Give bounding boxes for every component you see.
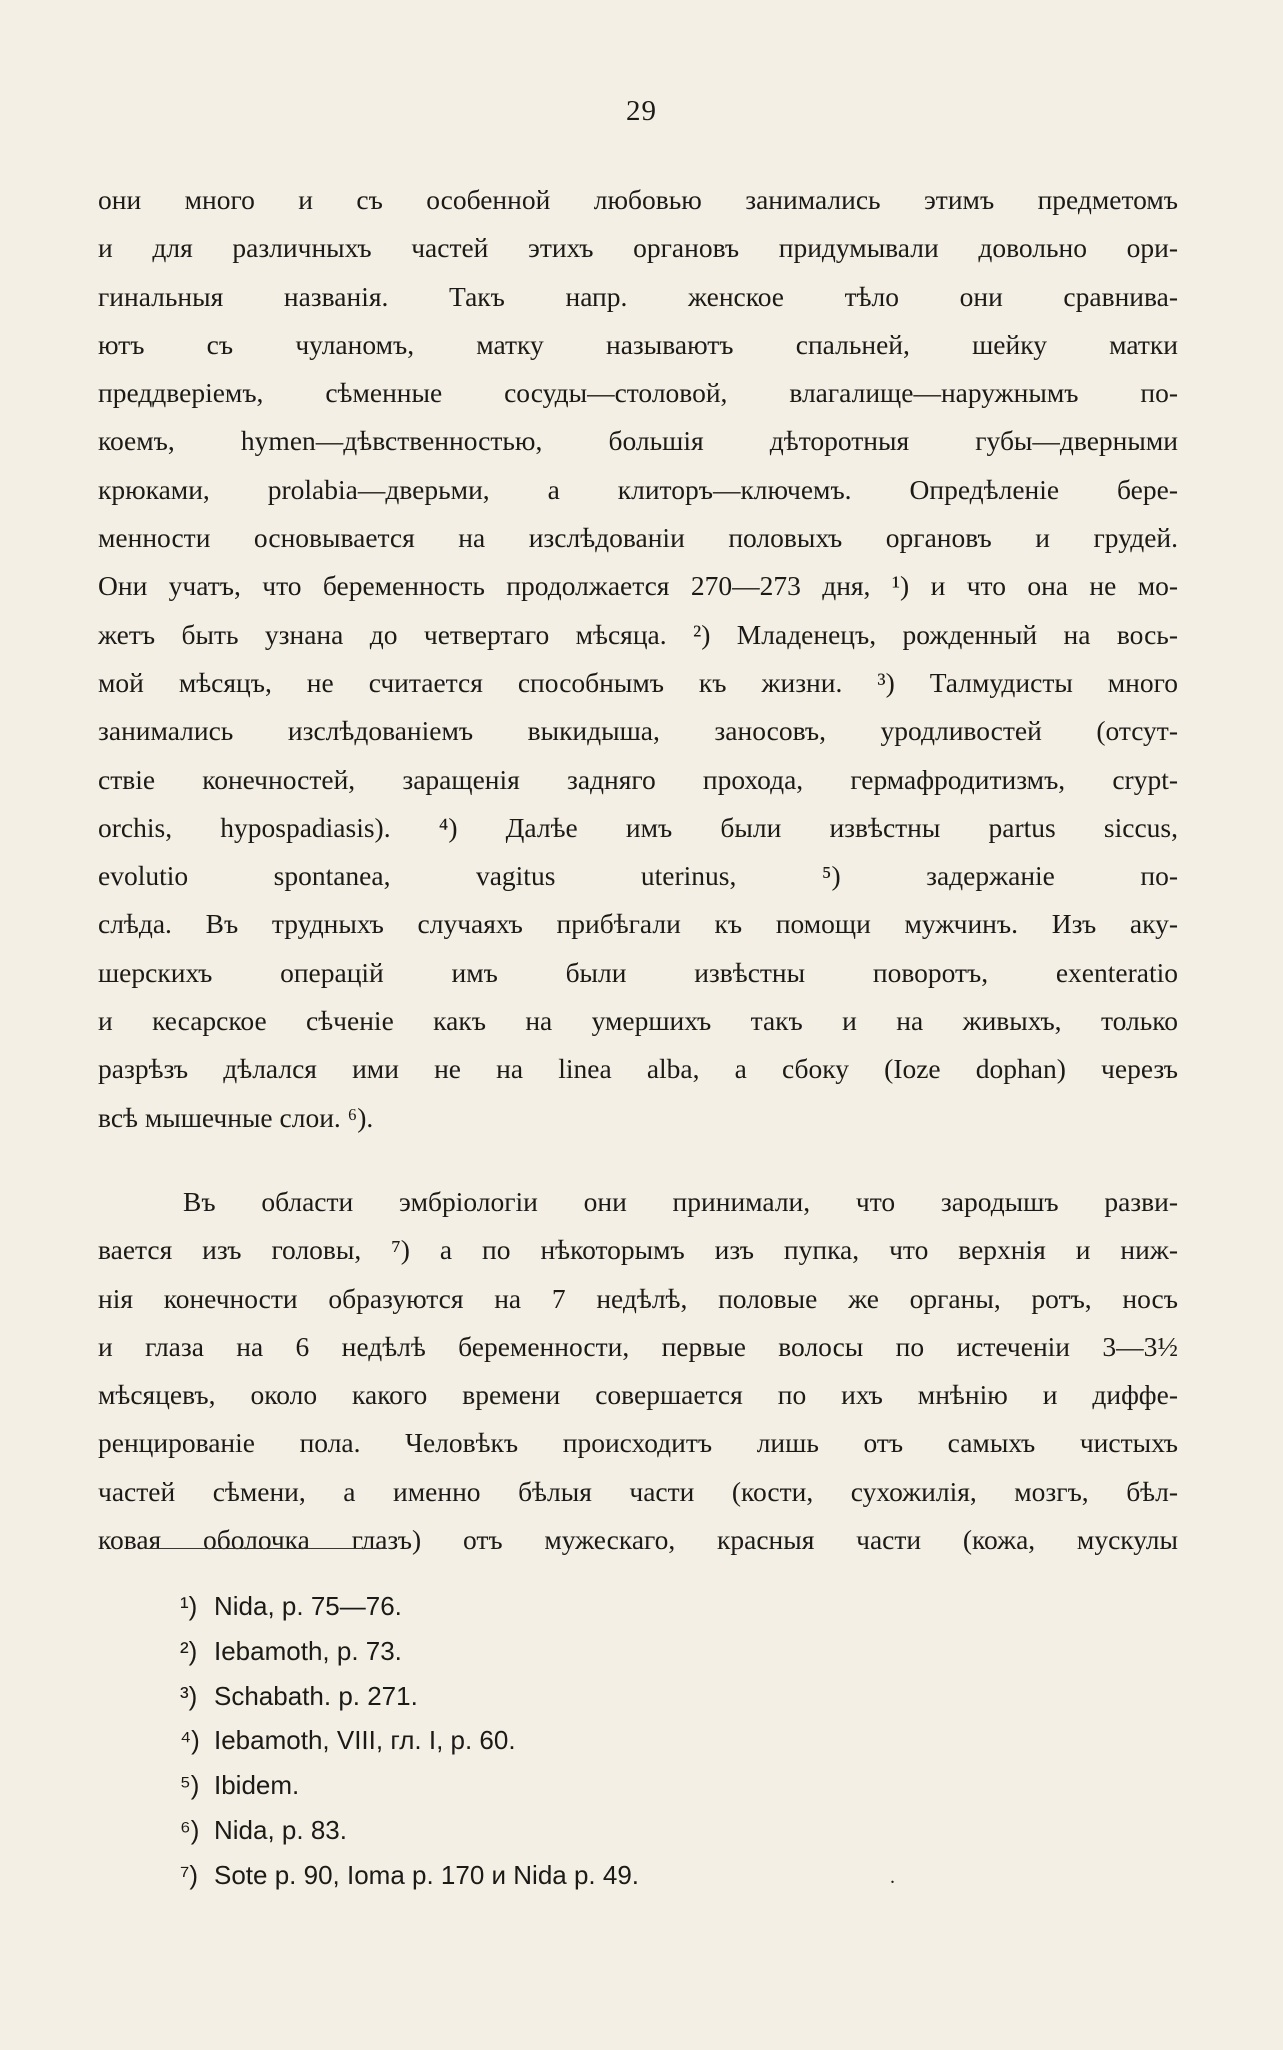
text-line: ренцированіе пола. Человѣкъ происходитъ лишь отъ самыхъ чистыхъ <box>98 1427 1178 1459</box>
footnote-mark: ⁷) <box>180 1859 199 1890</box>
text-line: преддверіемъ, сѣменные сосуды—столовой, влагалище—наружнымъ по- <box>98 377 1178 409</box>
footnote-mark: ⁴) <box>180 1725 200 1756</box>
text-line: всѣ мышечные слои. ⁶). <box>98 1101 374 1133</box>
text-line: и для различныхъ частей этихъ органовъ придумывали довольно ори- <box>98 232 1178 264</box>
text-line: шерскихъ операцій имъ были извѣстны поворотъ, exenteratio <box>98 956 1178 988</box>
stray-mark: . <box>890 1866 895 1888</box>
text-line: Они учатъ, что беременность продолжается 270—273 дня, ¹) и что она не мо- <box>98 570 1178 602</box>
footnote-text: Schabath. p. 271. <box>214 1680 418 1711</box>
paragraph-2 <box>98 1178 1178 1564</box>
footnote <box>180 1718 639 1763</box>
footnote-text: Iebamoth, p. 73. <box>214 1635 402 1666</box>
footnote-divider <box>145 1548 387 1549</box>
text-line: evolutio spontanea, vagitus uterinus, ⁵) задержаніе по- <box>98 860 1178 892</box>
text-line: коемъ, hymen—дѣвственностью, большія дѣторотныя губы—дверными <box>98 425 1178 457</box>
footnote <box>180 1853 639 1898</box>
text-line: мой мѣсяцъ, не считается способнымъ къ жизни. ³) Талмудисты много <box>98 666 1178 698</box>
footnote-mark: ⁵) <box>180 1770 200 1801</box>
text-line: и глаза на 6 недѣлѣ беременности, первые волосы по истеченіи 3—3½ <box>98 1330 1178 1362</box>
text-line: крюками, prolabia—дверьми, а клиторъ—ключемъ. Опредѣленіе бере- <box>98 473 1178 505</box>
text-line: жетъ быть узнана до четвертаго мѣсяца. ²) Младенецъ, рожденный на вось- <box>98 618 1178 650</box>
text-line: гинальныя названія. Такъ напр. женское тѣло они сравнива- <box>98 280 1178 312</box>
text-line: ютъ съ чуланомъ, матку называютъ спальней, шейку матки <box>98 328 1178 360</box>
text-line: частей сѣмени, а именно бѣлыя части (кости, сухожилія, мозгъ, бѣл- <box>98 1475 1178 1507</box>
footnote-mark: ⁶) <box>180 1814 200 1845</box>
footnote-text: Sote p. 90, Ioma p. 170 и Nida p. 49. <box>214 1859 640 1890</box>
footnote-text: Ibidem. <box>214 1770 300 1801</box>
footnotes <box>180 1584 639 1898</box>
text-line: слѣда. Въ трудныхъ случаяхъ прибѣгали къ помощи мужчинъ. Изъ аку- <box>98 908 1178 940</box>
footnote-text: Iebamoth, VIII, гл. I, p. 60. <box>214 1725 516 1756</box>
footnote-mark: ²) <box>180 1635 198 1666</box>
text-line: занимались изслѣдованіемъ выкидыша, заносовъ, уродливостей (отсут- <box>98 715 1178 747</box>
footnote <box>180 1763 639 1808</box>
text-line: и кесарское сѣченіе какъ на умершихъ такъ и на живыхъ, только <box>98 1005 1178 1037</box>
footnote-mark: ¹) <box>180 1591 198 1621</box>
footnote <box>180 1808 639 1853</box>
text-line: ковая оболочка глазъ) отъ мужескаго, красныя части (кожа, мускулы <box>98 1524 1178 1556</box>
footnote-mark: ³) <box>180 1680 198 1711</box>
text-line: Въ области эмбріологіи они принимали, что зародышъ разви- <box>183 1185 1178 1217</box>
text-line: мѣсяцевъ, около какого времени совершается по ихъ мнѣнію и диффе- <box>98 1379 1178 1411</box>
text-line: разрѣзъ дѣлался ими не на linea alba, а сбоку (Ioze dophan) черезъ <box>98 1053 1178 1085</box>
text-line: они много и съ особенной любовью занимались этимъ предметомъ <box>98 184 1178 215</box>
footnote-text: Nida, p. 83. <box>214 1814 347 1845</box>
footnote <box>180 1584 639 1629</box>
text-line: ствіе конечностей, заращенія задняго прохода, гермафродитизмъ, crypt- <box>98 763 1178 795</box>
text-line: нія конечности образуются на 7 недѣлѣ, половые же органы, ротъ, носъ <box>98 1282 1178 1314</box>
page-number: 29 <box>626 95 657 127</box>
text-line: вается изъ головы, ⁷) а по нѣкоторымъ изъ пупка, что верхнія и ниж- <box>98 1234 1178 1266</box>
body-text <box>98 176 1178 1564</box>
footnote-text: Nida, p. 75—76. <box>214 1591 402 1621</box>
text-line: менности основывается на изслѣдованіи половыхъ органовъ и грудей. <box>98 522 1178 554</box>
footnote <box>180 1629 639 1674</box>
text-line: orchis, hypospadiasis). ⁴) Далѣе имъ были извѣстны partus siccus, <box>98 811 1178 843</box>
footnote <box>180 1674 639 1719</box>
paragraph-1 <box>98 176 1178 1142</box>
